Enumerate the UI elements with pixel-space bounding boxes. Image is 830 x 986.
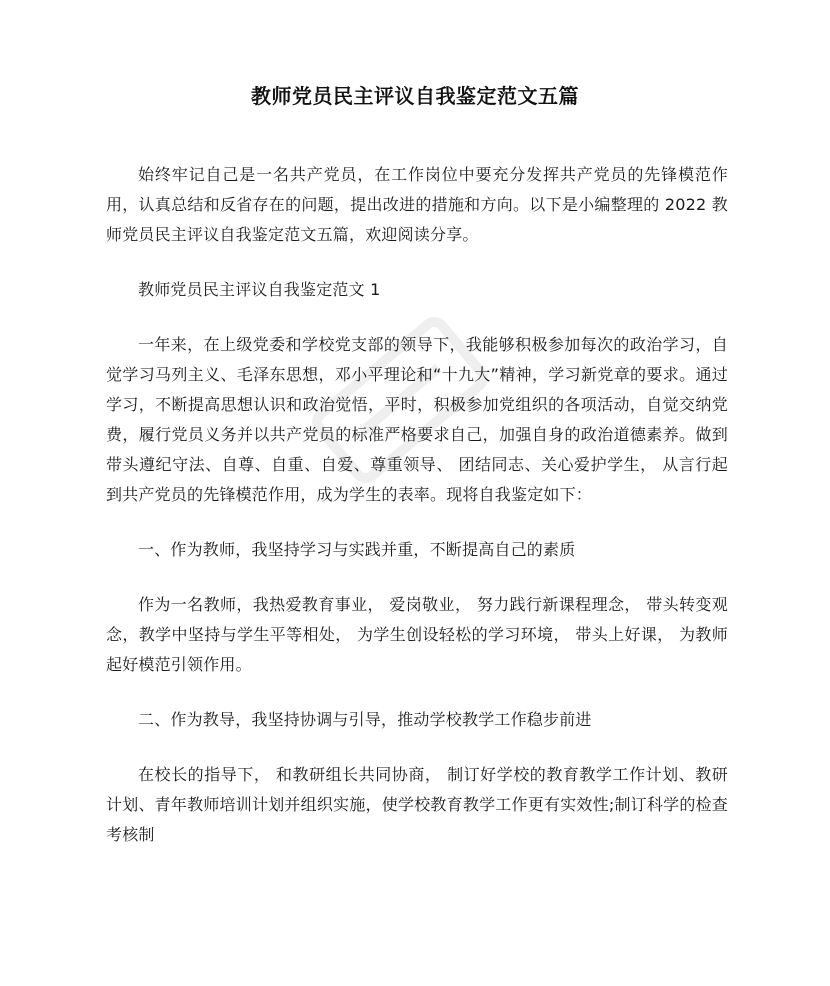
- subheading-2: 二、作为教导，我坚持协调与引导，推动学校教学工作稳步前进: [138, 710, 592, 729]
- document-body: [106, 160, 728, 875]
- body-paragraph-2: 作为一名教师，我热爱教育事业， 爱岗敬业， 努力践行新课程理念， 带头转变观念，教学中坚持与学生平等相处， 为学生创设轻松的学习环境， 带头上好课， 为教师起好模范引领作用。: [106, 595, 728, 674]
- document-title: 教师党员民主评议自我鉴定范文五篇: [251, 84, 579, 108]
- subheading-1: 一、作为教师，我坚持学习与实践并重，不断提高自己的素质: [138, 540, 576, 559]
- body-paragraph-3: 在校长的指导下， 和教研组长共同协商， 制订好学校的教育教学工作计划、教研计划、青年教师培训计划并组织实施，使学校教育教学工作更有实效性;制订科学的检查考核制: [106, 765, 728, 844]
- section-heading-1: 教师党员民主评议自我鉴定范文 1: [138, 280, 381, 299]
- intro-paragraph: 始终牢记自己是一名共产党员，在工作岗位中要充分发挥共产党员的先锋模范作用，认真总结和反省存在的问题，提出改进的措施和方向。以下是小编整理的 2022 教师党员民主评议自我鉴定范文五篇，欢迎阅读分享。: [106, 165, 728, 244]
- body-paragraph-1: 一年来，在上级党委和学校党支部的领导下，我能够积极参加每次的政治学习，自觉学习马列主义、毛泽东思想，邓小平理论和“十九大”精神，学习新党章的要求。通过学习，不断提高思想认识和政治觉悟，平时，积极参加党组织的各项活动，自觉交纳党费，履行党员义务并以共产党员的标准严格要求自己，加强自身的政治道德素养。做到带头遵纪守法、自尊、自重、自爱、尊重领导、 团结同志、关心爱护学生， 从言行起到共产党员的先锋模范作用，成为学生的表率。现将自我鉴定如下：: [106, 335, 728, 504]
